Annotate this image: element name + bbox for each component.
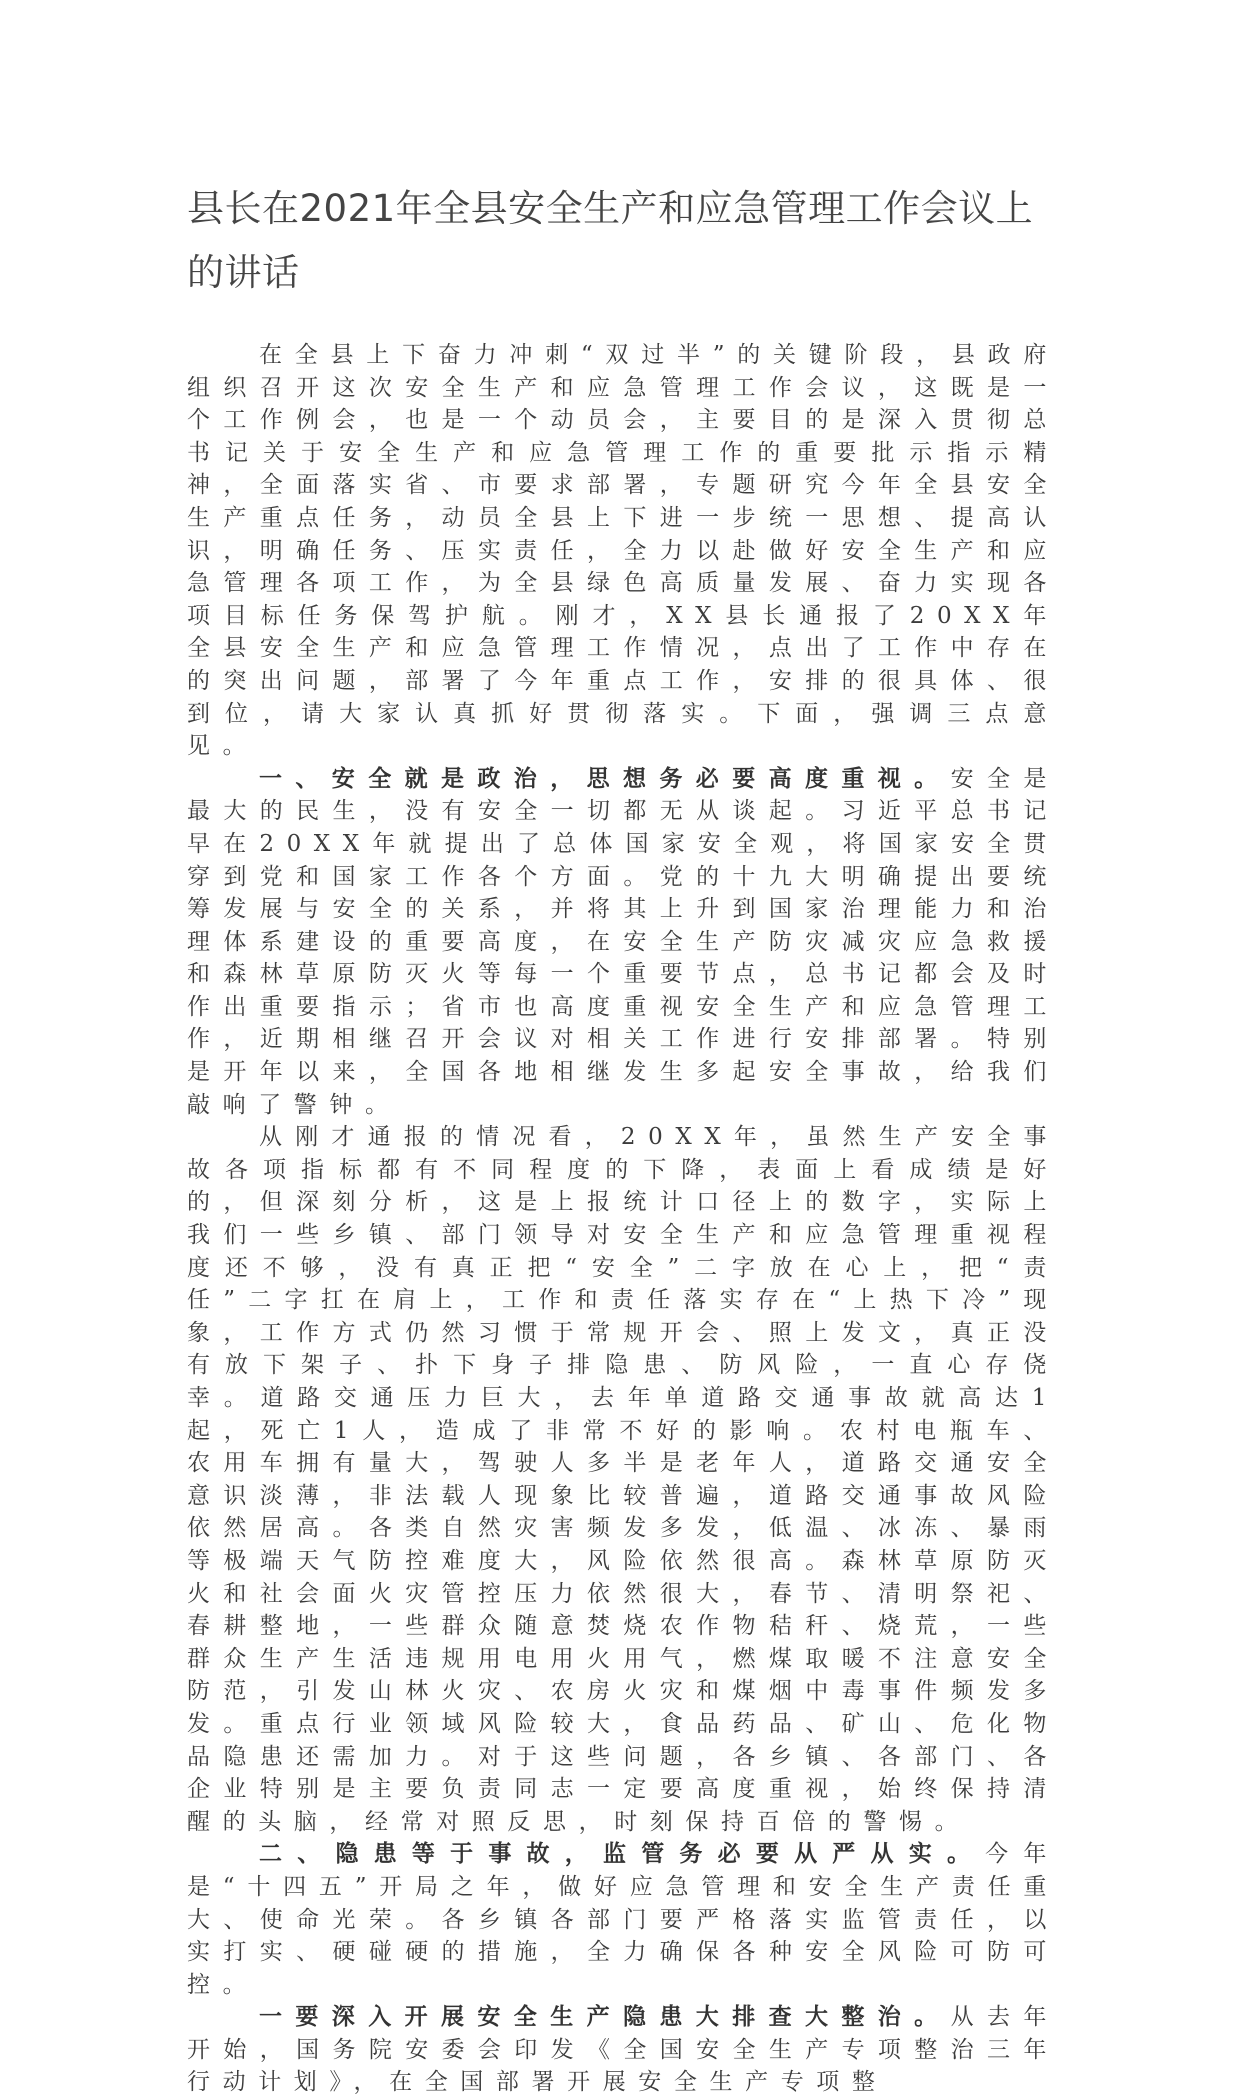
paragraph-text: 今年是“十四五”开局之年，做好应急管理和安全生产责任重大、使命光荣。各乡镇各部门要严格落实监管责任，以实打实、硬碰硬的措施，全力确保各种安全风险可防可控。	[187, 1841, 1059, 1998]
paragraph-text: 在全县上下奋力冲刺“双过半”的关键阶段，县政府组织召开这次安全生产和应急管理工作会议，这既是一个工作例会，也是一个动员会，主要目的是深入贯彻总书记关于安全生产和应急管理工作的重要批示指示精神，全面落实省、市要求部署，专题研究今年全县安全生产重点任务，动员全县上下进一步统一思想、提高认识，明确任务、压实责任，全力以赴做好安全生产和应急管理各项工作，为全县绿色高质量发展、奋力实现各项目标任务保驾护航。刚才，XX县长通报了20XX年全县安全生产和应急管理工作情况，点出了工作中存在的突出问题，部署了今年重点工作，安排的很具体、很到位，请大家认真抓好贯彻落实。下面，强调三点意见。	[187, 342, 1059, 760]
section-heading: 一、安全就是政治，思想务必要高度重视。	[259, 764, 951, 792]
document-body	[187, 339, 1059, 2099]
paragraph-subsection-1	[187, 2001, 1059, 2099]
paragraph-text: 从去年开始，国务院安委会印发《全国安全生产专项整治三年行动计划》，在全国部署开展安全生产专项整	[187, 2004, 1059, 2096]
paragraph-text: 安全是最大的民生，没有安全一切都无从谈起。习近平总书记早在20XX年就提出了总体国家安全观，将国家安全贯穿到党和国家工作各个方面。党的十九大明确提出要统筹发展与安全的关系，并将其上升到国家治理能力和治理体系建设的重要高度，在安全生产防灾减灾应急救援和森林草原防灭火等每一个重要节点，总书记都会及时作出重要指示；省市也高度重视安全生产和应急管理工作，近期相继召开会议对相关工作进行安排部署。特别是开年以来，全国各地相继发生多起安全事故，给我们敲响了警钟。	[187, 765, 1059, 1118]
paragraph-section-2	[187, 1838, 1059, 2001]
paragraph-intro	[187, 339, 1059, 763]
paragraph-text: 从刚才通报的情况看，20XX年，虽然生产安全事故各项指标都有不同程度的下降，表面上看成绩是好的，但深刻分析，这是上报统计口径上的数字，实际上我们一些乡镇、部门领导对安全生产和应急管理重视程度还不够，没有真正把“安全”二字放在心上，把“责任”二字扛在肩上，工作和责任落实存在“上热下冷”现象，工作方式仍然习惯于常规开会、照上发文，真正没有放下架子、扑下身子排隐患、防风险，一直心存侥幸。道路交通压力巨大，去年单道路交通事故就高达1起，死亡1人，造成了非常不好的影响。农村电瓶车、农用车拥有量大，驾驶人多半是老年人，道路交通安全意识淡薄，非法载人现象比较普遍，道路交通事故风险依然居高。各类自然灾害频发多发，低温、冰冻、暴雨等极端天气防控难度大，风险依然很高。森林草原防灭火和社会面火灾管控压力依然很大，春节、清明祭祀、春耕整地，一些群众随意焚烧农作物秸秆、烧荒，一些群众生产生活违规用电用火用气，燃煤取暖不注意安全防范，引发山林火灾、农房火灾和煤烟中毒事件频发多发。重点行业领域风险较大，食品药品、矿山、危化物品隐患还需加力。对于这些问题，各乡镇、各部门、各企业特别是主要负责同志一定要高度重视，始终保持清醒的头脑，经常对照反思，时刻保持百倍的警惕。	[187, 1124, 1059, 1835]
paragraph-section-1	[187, 763, 1059, 1122]
section-heading: 二、隐患等于事故，监管务必要从严从实。	[259, 1840, 986, 1868]
subsection-heading: 一要深入开展安全生产隐患大排查大整治。	[259, 2003, 951, 2031]
paragraph-analysis	[187, 1121, 1059, 1838]
document-title: 县长在2021年全县安全生产和应急管理工作会议上的讲话	[187, 187, 1034, 294]
